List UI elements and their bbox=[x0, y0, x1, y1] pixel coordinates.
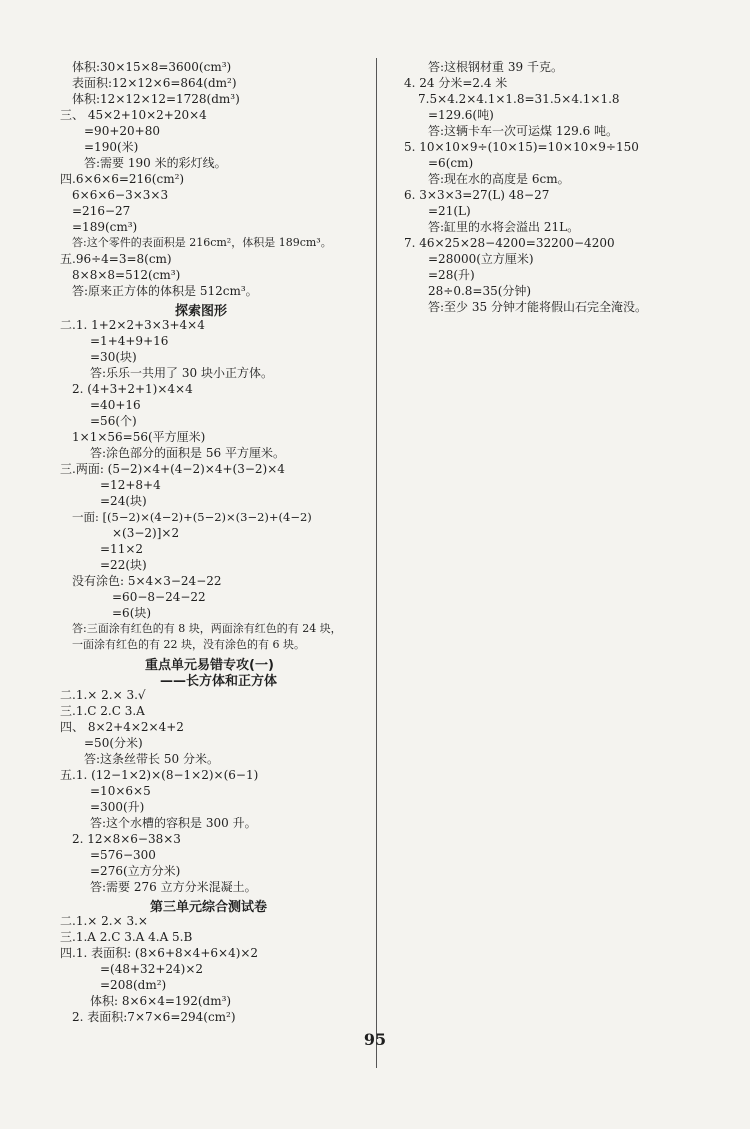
text-line: 5. 10×10×9÷(10×15)=10×10×9÷150 bbox=[404, 140, 639, 154]
text-line: =60−8−24−22 bbox=[112, 590, 206, 604]
text-line: =576−300 bbox=[90, 848, 156, 862]
text-line: 答:这辆卡车一次可运煤 129.6 吨。 bbox=[428, 124, 619, 138]
text-line: =30(块) bbox=[90, 350, 137, 364]
text-line: 五.96÷4=3=8(cm) bbox=[60, 252, 172, 266]
text-line: =11×2 bbox=[100, 542, 144, 556]
text-line: =129.6(吨) bbox=[428, 108, 494, 122]
text-line: =6(块) bbox=[112, 606, 152, 620]
text-line: 体积:30×15×8=3600(cm³) bbox=[72, 60, 232, 74]
text-line: =28000(立方厘米) bbox=[428, 252, 534, 266]
text-line: =190(米) bbox=[84, 140, 139, 154]
text-line: 二.1. 1+2×2+3×3+4×4 bbox=[60, 318, 205, 332]
text-line: 没有涂色: 5×4×3−24−22 bbox=[72, 574, 222, 588]
text-line: 四.6×6×6=216(cm²) bbox=[60, 172, 185, 186]
text-line: 28÷0.8=35(分钟) bbox=[428, 284, 532, 298]
section-heading: 探索图形 bbox=[175, 304, 228, 319]
text-line: 四、 8×2+4×2×4+2 bbox=[60, 720, 184, 734]
text-line: =6(cm) bbox=[428, 156, 474, 170]
text-line: ×(3−2)]×2 bbox=[112, 526, 180, 540]
text-line: =22(块) bbox=[100, 558, 147, 572]
text-line: =208(dm²) bbox=[100, 978, 167, 992]
text-line: =90+20+80 bbox=[84, 124, 160, 138]
text-line: 体积:12×12×12=1728(dm³) bbox=[72, 92, 240, 106]
text-line: 答:涂色部分的面积是 56 平方厘米。 bbox=[90, 446, 285, 460]
text-line: 答:这条丝带长 50 分米。 bbox=[84, 752, 219, 766]
text-line: =21(L) bbox=[428, 204, 471, 218]
text-line: =56(个) bbox=[90, 414, 137, 428]
text-line: 一面涂有红色的有 22 块，没有涂色的有 6 块。 bbox=[72, 638, 305, 651]
text-line: 三.1.A 2.C 3.A 4.A 5.B bbox=[60, 930, 193, 944]
text-line: 三.1.C 2.C 3.A bbox=[60, 704, 145, 718]
text-line: 4. 24 分米=2.4 米 bbox=[404, 76, 508, 90]
text-line: 2. 12×8×6−38×3 bbox=[72, 832, 181, 846]
text-line: 6. 3×3×3=27(L) 48−27 bbox=[404, 188, 550, 202]
section-heading: 第三单元综合测试卷 bbox=[150, 900, 268, 915]
column-divider bbox=[376, 58, 377, 1068]
text-line: 答:缸里的水将会溢出 21L。 bbox=[428, 220, 580, 234]
text-line: 答:至少 35 分钟才能将假山石完全淹没。 bbox=[428, 300, 647, 314]
text-line: 二.1.× 2.× 3.√ bbox=[60, 688, 146, 702]
text-line: =216−27 bbox=[72, 204, 131, 218]
text-line: 体积: 8×6×4=192(dm³) bbox=[90, 994, 232, 1008]
text-line: 答:这根钢材重 39 千克。 bbox=[428, 60, 563, 74]
text-line: =189(cm³) bbox=[72, 220, 138, 234]
text-line: =276(立方分米) bbox=[90, 864, 181, 878]
text-line: 答:三面涂有红色的有 8 块，两面涂有红色的有 24 块， bbox=[72, 622, 342, 635]
text-line: 三.两面: (5−2)×4+(4−2)×4+(3−2)×4 bbox=[60, 462, 285, 476]
text-line: 1×1×56=56(平方厘米) bbox=[72, 430, 206, 444]
text-line: =40+16 bbox=[90, 398, 141, 412]
text-line: 答:这个水槽的容积是 300 升。 bbox=[90, 816, 257, 830]
text-line: =(48+32+24)×2 bbox=[100, 962, 204, 976]
section-heading: 重点单元易错专攻(一) bbox=[145, 658, 274, 673]
text-line: 8×8×8=512(cm³) bbox=[72, 268, 181, 282]
text-line: 答:需要 276 立方分米混凝土。 bbox=[90, 880, 257, 894]
text-line: 四.1. 表面积: (8×6+8×4+6×4)×2 bbox=[60, 946, 259, 960]
text-line: 二.1.× 2.× 3.× bbox=[60, 914, 148, 928]
text-line: 6×6×6−3×3×3 bbox=[72, 188, 169, 202]
text-line: =12+8+4 bbox=[100, 478, 161, 492]
text-line: 答:需要 190 米的彩灯线。 bbox=[84, 156, 227, 170]
text-line: =50(分米) bbox=[84, 736, 143, 750]
text-line: =1+4+9+16 bbox=[90, 334, 169, 348]
text-line: 7. 46×25×28−4200=32200−4200 bbox=[404, 236, 615, 250]
page-number: 95 bbox=[363, 1030, 387, 1049]
text-line: =10×6×5 bbox=[90, 784, 151, 798]
text-line: 一面: [(5−2)×(4−2)+(5−2)×(3−2)+(4−2) bbox=[72, 510, 312, 524]
text-line: 三、 45×2+10×2+20×4 bbox=[60, 108, 207, 122]
text-line: 答:现在水的高度是 6cm。 bbox=[428, 172, 570, 186]
text-line: =28(升) bbox=[428, 268, 475, 282]
text-line: 答:原来正方体的体积是 512cm³。 bbox=[72, 284, 258, 298]
text-line: 表面积:12×12×6=864(dm²) bbox=[72, 76, 237, 90]
text-line: =24(块) bbox=[100, 494, 147, 508]
text-line: 答:这个零件的表面积是 216cm²，体积是 189cm³。 bbox=[72, 236, 332, 249]
text-line: 2. 表面积:7×7×6=294(cm²) bbox=[72, 1010, 236, 1024]
text-line: 答:乐乐一共用了 30 块小正方体。 bbox=[90, 366, 273, 380]
text-line: =300(升) bbox=[90, 800, 145, 814]
text-line: 7.5×4.2×4.1×1.8=31.5×4.1×1.8 bbox=[418, 92, 620, 106]
text-line: 2. (4+3+2+1)×4×4 bbox=[72, 382, 193, 396]
text-line: 五.1. (12−1×2)×(8−1×2)×(6−1) bbox=[60, 768, 259, 782]
section-subheading: ——长方体和正方体 bbox=[160, 674, 278, 689]
